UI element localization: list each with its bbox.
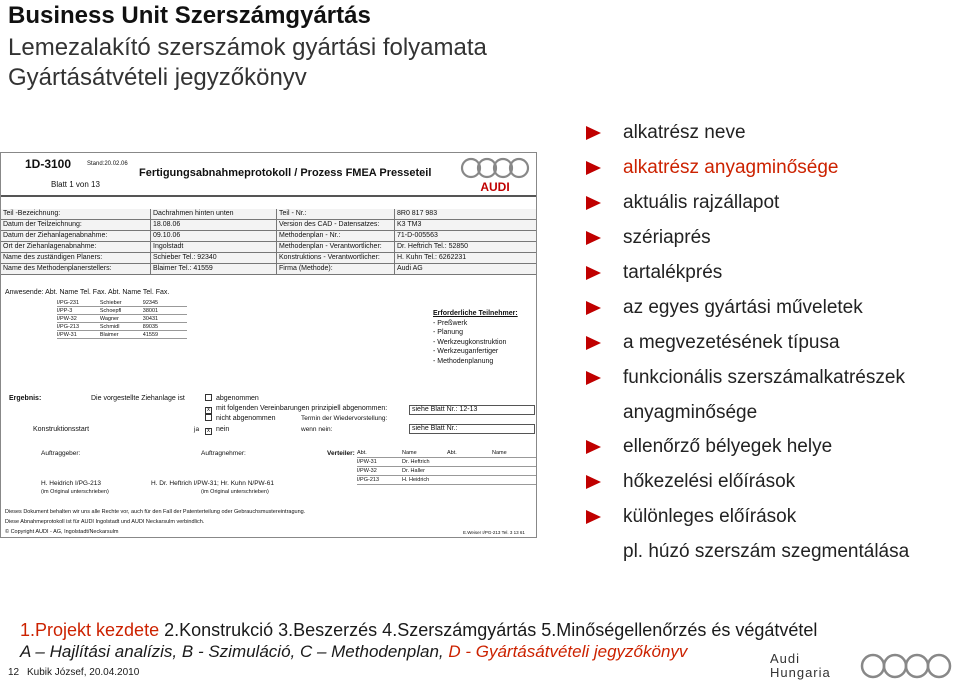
cell: Teil -Bezeichnung: [1,209,151,219]
arrow-right-icon [586,371,601,385]
form-blatt: Blatt 1 von 13 [51,180,100,189]
checkbox-no [205,425,229,435]
list-item-text: hőkezelési előírások [623,471,796,492]
brand-line-2: Hungaria [770,665,831,680]
footer-author: Kubik József, 20.04.2010 [27,667,140,678]
checkbox-label: abgenommen [216,395,259,402]
arrow-right-icon [586,475,601,489]
cell: 38001 [142,308,159,314]
arrow-right-icon [586,126,601,140]
cell: Audi AG [397,265,423,272]
arrow-right-icon [586,440,601,454]
if-no-label: wenn nein: [301,426,333,433]
cell: I/PW-32 [57,316,77,322]
list-item-text: szériaprés [623,227,711,248]
checkbox-mark: x [207,407,210,413]
cell: Datum der Teilzeichnung: [1,220,151,230]
form-title: Fertigungsabnahmeprotokoll / Prozess FMEA Presseteil [139,167,432,179]
cell [492,467,537,475]
attendees-header: Anwesende: Abt. Name Tel. Fax. Abt. Name Tel. Fax. [5,289,170,296]
see-sheet-box-2: siehe Blatt Nr.: [409,424,535,434]
cell: Schieber [99,300,122,306]
arrow-right-icon [586,510,601,524]
signature-1-note: (im Original unterschrieben) [41,489,109,495]
design-start-label: Konstruktionsstart [33,426,90,433]
cell: 71-D-005563 [397,232,438,239]
cell: I/PW-32 [357,468,377,474]
cell: 89035 [142,324,159,330]
checkbox-label: nein [216,426,230,433]
cell: Blaimer Tel.: 41559 [151,264,277,274]
yes-label: ja [194,426,200,433]
signature-2-note: (im Original unterschrieben) [201,489,269,495]
cell: Schmidl [99,324,120,330]
arrow-right-icon [586,161,601,175]
cell: Dachrahmen hinten unten [151,209,277,219]
cell [447,467,492,475]
cell: 30431 [142,316,159,322]
arrow-right-icon [586,301,601,315]
checkbox-not-accepted [205,414,276,423]
brand-line-1: Audi [770,651,801,666]
cell: 92345 [142,300,159,306]
distribution-table [357,449,537,485]
checkbox-label: nicht abgenommen [216,415,276,422]
list-item-text: alkatrész neve [623,122,746,143]
signature-2: H. Dr. Heftrich I/PW-31; Hr. Kuhn N/PW-61 [151,480,274,487]
cell: Name [492,450,507,456]
cell: Schieber Tel.: 92340 [151,253,277,263]
page-subtitle: Lemezalakító szerszámok gyártási folyamata [8,34,487,61]
cell: Methodenplan - Nr.: [277,231,395,241]
attendees-table [57,299,187,339]
step-1: 1.Projekt kezdete [20,620,160,640]
signature-1: H. Heidrich I/PG-213 [41,480,101,487]
list-item-text: a megvezetésének típusa [623,332,840,353]
table-row [1,209,537,220]
required-participants [433,309,518,367]
cell: Ort der Ziehanlagenabnahme: [1,242,151,252]
table-row [57,299,187,307]
steps-rest: 2.Konstrukció 3.Beszerzés 4.Szerszámgyártás 5.Minőségellenőrzés és végátvétel [159,620,818,640]
cell: Version des CAD - Datensatzes: [277,220,395,230]
list-item-text: aktuális rajzállapot [623,192,780,213]
cell: H. Kuhn Tel.: 6262231 [397,254,467,261]
page-subtitle-2: Gyártásátvételi jegyzőkönyv [8,64,307,91]
list-item: - Methodenplanung [433,357,494,365]
cell: I/PG-213 [357,477,380,483]
list-item-text: tartalékprés [623,262,723,283]
page-number: 12 [8,667,20,678]
table-row [1,231,537,242]
cell: K3 TM3 [397,221,422,228]
cell: Abt. [357,450,367,456]
cell: Ingolstadt [151,242,277,252]
table-row [1,253,537,264]
cell: Firma (Methode): [277,264,395,274]
cell: Dr. Haller [402,468,425,474]
required-participants-title: Erforderliche Teilnehmer: [433,310,518,317]
cell: Abt. [447,450,457,456]
cell: Wagner [99,316,119,322]
cell: 18.08.06 [151,220,277,230]
arrow-right-icon [586,336,601,350]
list-item-text: alkatrész anyagminősége [623,157,839,178]
cell: Name des zuständigen Planers: [1,253,151,263]
resubmission-date-label: Termin der Wiedervorstellung: [301,415,388,422]
list-item-text: funkcionális szerszámalkatrészek [623,367,905,388]
cell [492,458,537,466]
list-item-text: különleges előírások [623,506,797,527]
list-item: - Preßwerk [433,319,468,327]
cell: I/PW-31 [357,459,377,465]
cell: Dr. Heftrich Tel.: 52850 [397,243,469,250]
result-label: Ergebnis: [9,395,42,402]
cell: I/PG-213 [57,324,80,330]
see-sheet-box-1: siehe Blatt Nr.: 12-13 [409,405,535,415]
cell: Name [402,450,417,456]
legal-note-2: Diese Abnahmeprotokoll ist für AUDI Ingolstadt und AUDI Neckarsulm verbindlich. [5,519,205,525]
cell: 09.10.06 [151,231,277,241]
legend-part-2: D - Gyártásátvételi jegyzőkönyv [448,642,688,661]
form-logo-text: AUDI [480,180,510,194]
process-steps [20,620,817,641]
contractor-label: Auftragnehmer: [201,450,246,457]
cell: I/PW-31 [57,332,77,338]
page-title: Business Unit Szerszámgyártás [8,2,371,29]
result-text: Die vorgestellte Ziehanlage ist [91,395,185,402]
cell: H. Heidrich [402,477,430,483]
cell: Schoepfl [99,308,122,314]
cell [447,458,492,466]
cell [492,476,537,484]
arrow-right-icon [586,196,601,210]
table-row [357,467,537,476]
audi-rings-logo-icon [457,156,533,194]
audi-hungaria-wordmark [770,652,831,680]
cell: Datum der Ziehanlagenabnahme: [1,231,151,241]
arrow-right-icon [586,231,601,245]
cell: 8R0 817 983 [397,210,438,217]
list-item-text: pl. húzó szerszám szegmentálása [623,541,910,562]
author-note: E.Weiser I/PG-213 Tel. 3 13 61 [463,530,525,535]
table-row [57,323,187,331]
cell: Konstruktions - Verantwortlicher: [277,253,395,263]
phase-legend [20,642,687,662]
form-header [1,153,537,197]
list-item-text: ellenőrző bélyegek helye [623,436,833,457]
cell: I/PP-3 [57,308,73,314]
list-item-text: az egyes gyártási műveletek [623,297,863,318]
list-item: - Planung [433,329,463,337]
checkbox-mark: x [207,428,210,434]
list-item-text: anyagminősége [623,402,758,423]
table-row [1,264,537,275]
checkbox-accepted [205,394,259,403]
table-row [357,476,537,485]
legend-part-1: A – Hajlítási analízis, B - Szimuláció, C – Methodenplan, [20,642,449,661]
form-stand: Stand:20.02.06 [87,161,128,167]
cell: Blaimer [99,332,119,338]
form-doc-id: 1D-3100 [25,157,72,171]
table-row [57,307,187,315]
form-info-table [1,209,537,275]
client-label: Auftraggeber: [41,450,81,457]
audi-rings-icon [856,652,956,680]
checkbox-accepted-with-agreements [205,404,387,414]
cell: Name des Methodenplanerstellers: [1,264,151,274]
cell: Dr. Heftrich [402,459,430,465]
checkbox-mark [205,414,212,421]
checkbox-mark [205,394,212,401]
cell: I/PG-231 [57,300,80,306]
cell: 41559 [142,332,159,338]
checkbox-label: mit folgenden Vereinbarungen prinzipiell abgenommen: [216,405,388,412]
protocol-form-image [0,152,537,538]
table-row [57,315,187,323]
cell: Teil - Nr.: [277,209,395,219]
distribution-label: Verteiler: [327,450,355,457]
cell [447,476,492,484]
arrow-right-icon [586,266,601,280]
copyright-note: © Copyright AUDI - AG, Ingolstadt/Neckarsulm [5,529,119,535]
legal-note-1: Dieses Dokument behalten wir uns alle Rechte vor, auch für den Fall der Patenterteilung oder Gebrauchsmustereintragung. [5,509,306,515]
list-item: - Werkzeugkonstruktion [433,338,507,346]
table-row [57,331,187,339]
table-row [1,242,537,253]
cell: Methodenplan - Verantwortlicher: [277,242,395,252]
list-item: - Werkzeuganfertiger [433,348,499,356]
table-row [357,458,537,467]
table-row [357,449,537,458]
table-row [1,220,537,231]
